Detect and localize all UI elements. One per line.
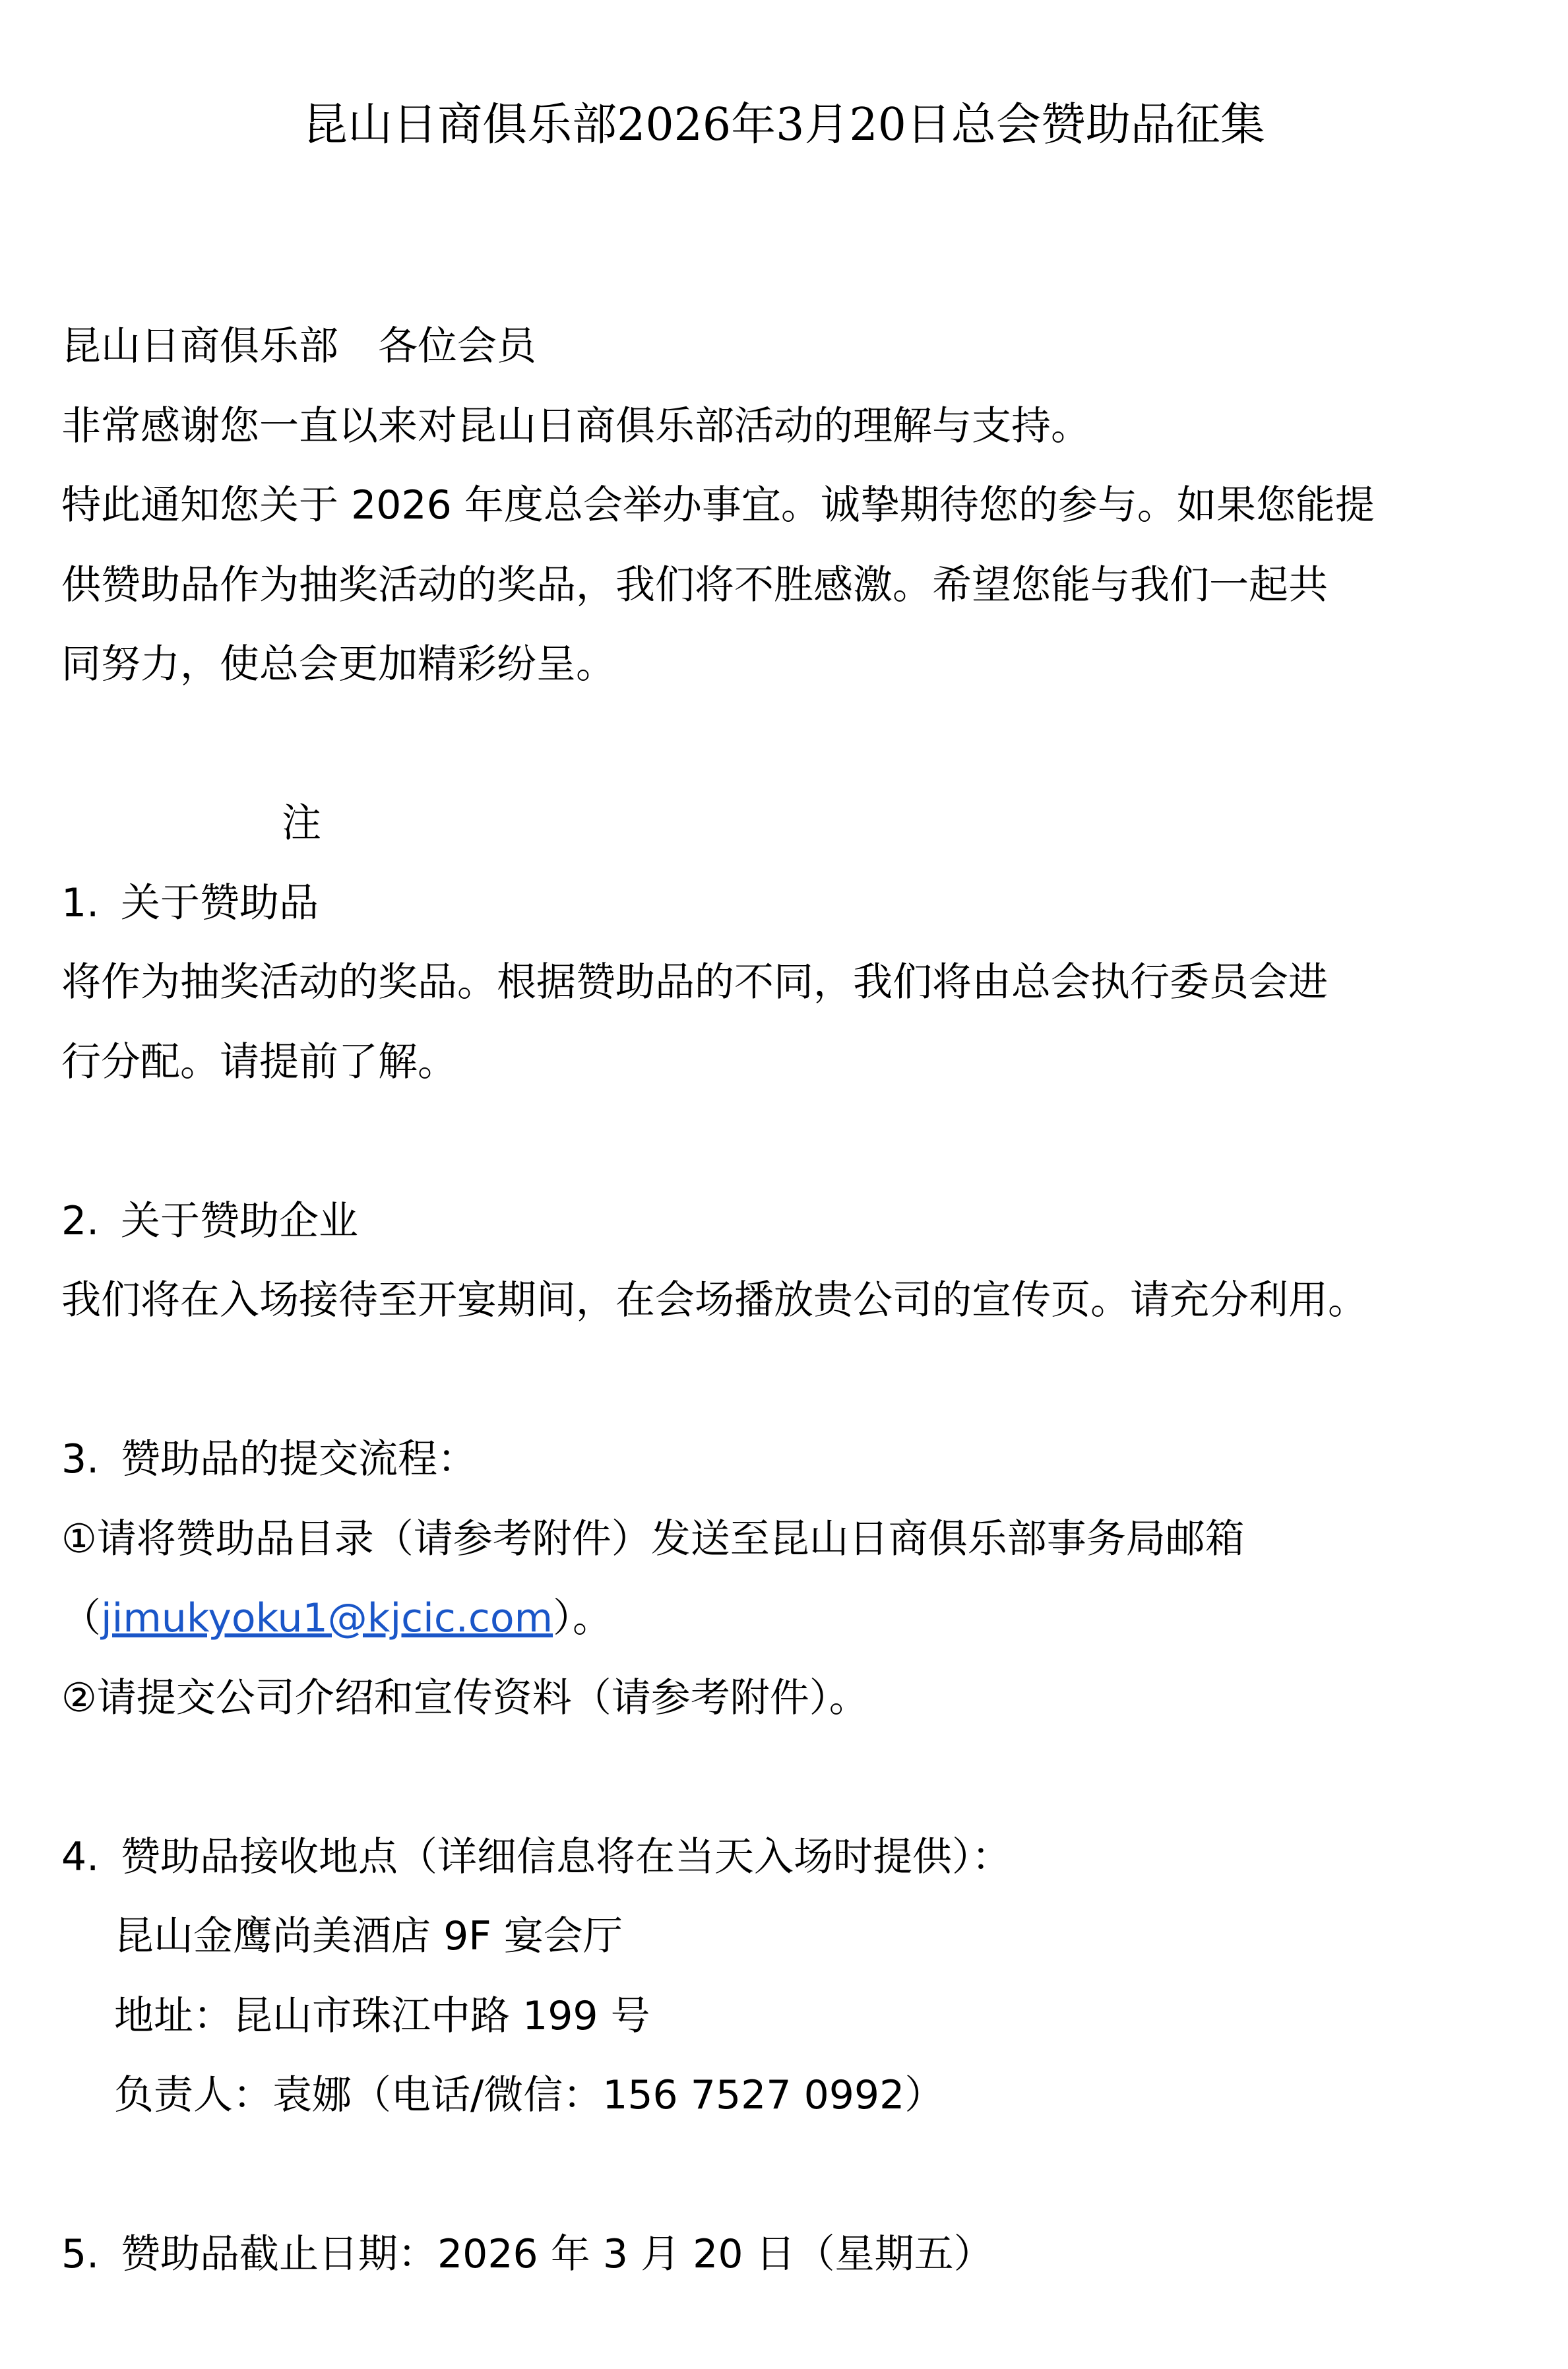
item-1-text-line-1: 将作为抽奖活动的奖品。根据赞助品的不同，我们将由总会执行委员会进 — [61, 959, 1328, 1005]
email-open-paren: （ — [61, 1595, 101, 1641]
item-1-number: 1. — [61, 879, 100, 926]
item-4-heading: 赞助品接收地点（详细信息将在当天入场时提供）： — [121, 1833, 1011, 1880]
email-close-paren: ）。 — [553, 1595, 613, 1641]
item-3-step-1: ①请将赞助品目录（请参考附件）发送至昆山日商俱乐部事务局邮箱 — [61, 1515, 1245, 1562]
notes-heading: 注 — [282, 800, 321, 846]
item-1-heading-row — [61, 864, 1506, 943]
item-5-heading-row — [61, 2215, 1506, 2294]
spacer — [61, 705, 1506, 784]
item-4-venue: 昆山金鹰尚美酒店 9F 宴会厅 — [114, 1913, 623, 1959]
item-3-email-row — [61, 1579, 1506, 1658]
item-3-number: 3. — [61, 1436, 100, 1482]
salutation: 昆山日商俱乐部 各位会员 — [61, 323, 536, 369]
item-4-number: 4. — [61, 1833, 100, 1880]
spacer — [61, 1102, 1506, 1182]
spacer — [61, 1738, 1506, 1817]
item-3-heading-row — [61, 1420, 1506, 1500]
document-body — [61, 307, 1506, 2294]
item-3-step-2: ②请提交公司介绍和宣传资料（请参考附件）。 — [61, 1674, 869, 1721]
item-1-heading: 关于赞助品 — [121, 879, 319, 926]
notice-paragraph-line-3: 同努力，使总会更加精彩纷呈。 — [61, 641, 615, 687]
item-2-heading-row — [61, 1182, 1506, 1261]
item-5-heading: 赞助品截止日期：2026 年 3 月 20 日（星期五） — [121, 2231, 993, 2277]
item-2-heading: 关于赞助企业 — [121, 1197, 358, 1244]
spacer — [61, 2135, 1506, 2215]
item-2-text: 我们将在入场接待至开宴期间，在会场播放贵公司的宣传页。请充分利用。 — [61, 1277, 1367, 1323]
item-3-heading: 赞助品的提交流程： — [121, 1436, 477, 1482]
item-5-number: 5. — [61, 2231, 100, 2277]
item-2-number: 2. — [61, 1197, 100, 1244]
spacer — [61, 1341, 1506, 1420]
item-4-heading-row — [61, 1817, 1506, 1897]
item-1-text-line-2: 行分配。请提前了解。 — [61, 1038, 457, 1085]
notice-paragraph-line-2: 供赞助品作为抽奖活动的奖品，我们将不胜感激。希望您能与我们一起共 — [61, 561, 1328, 608]
notice-paragraph-line-1: 特此通知您关于 2026 年度总会举办事宜。诚挚期待您的参与。如果您能提 — [61, 482, 1375, 528]
intro-paragraph: 非常感谢您一直以来对昆山日商俱乐部活动的理解与支持。 — [61, 402, 1090, 449]
item-4-address: 地址：昆山市珠江中路 199 号 — [114, 1992, 650, 2039]
document-title: 昆山日商俱乐部2026年3月20日总会赞助品征集 — [303, 99, 1265, 151]
email-link[interactable]: jimukyoku1@kjcic.com — [101, 1595, 553, 1641]
item-4-contact: 负责人：袁娜（电话/微信：156 7527 0992） — [114, 2072, 945, 2118]
